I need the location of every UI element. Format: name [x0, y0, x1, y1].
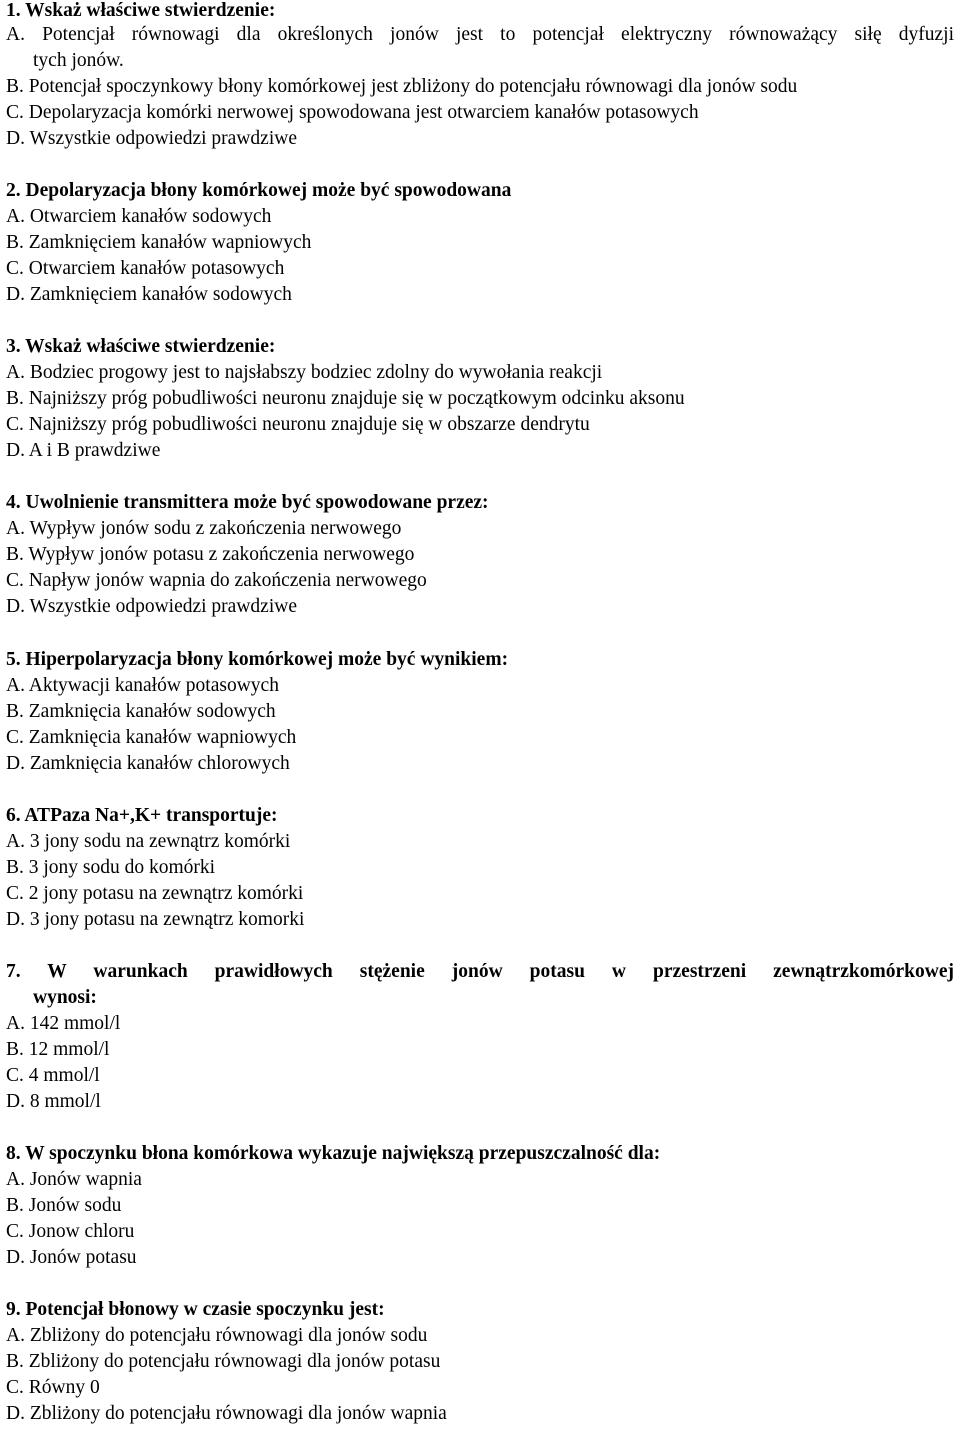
- question-2-option-d: D. Zamknięciem kanałów sodowych: [6, 284, 292, 305]
- question-9-title: 9. Potencjał błonowy w czasie spoczynku jest:: [6, 1299, 385, 1320]
- question-8-title: 8. W spoczynku błona komórkowa wykazuje największą przepuszczalność dla:: [6, 1143, 661, 1164]
- question-4-option-c: C. Napływ jonów wapnia do zakończenia nerwowego: [6, 570, 427, 591]
- question-5-title: 5. Hiperpolaryzacja błony komórkowej może być wynikiem:: [6, 649, 509, 670]
- question-2-title: 2. Depolaryzacja błony komórkowej może być spowodowana: [6, 180, 512, 201]
- question-4-title: 4. Uwolnienie transmittera może być spowodowane przez:: [6, 492, 489, 513]
- question-3-option-a: A. Bodziec progowy jest to najsłabszy bodziec zdolny do wywołania reakcji: [6, 362, 603, 383]
- question-3-title: 3. Wskaż właściwe stwierdzenie:: [6, 336, 276, 357]
- question-2-option-a: A. Otwarciem kanałów sodowych: [6, 206, 272, 227]
- question-6-option-a: A. 3 jony sodu na zewnątrz komórki: [6, 831, 291, 852]
- question-9-option-a: A. Zbliżony do potencjału równowagi dla jonów sodu: [6, 1325, 428, 1346]
- question-4-option-b: B. Wypływ jonów potasu z zakończenia nerwowego: [6, 544, 415, 565]
- question-7-title-cont: wynosi:: [33, 987, 97, 1008]
- question-1-option-d: D. Wszystkie odpowiedzi prawdziwe: [6, 128, 297, 149]
- question-8-option-c: C. Jonow chloru: [6, 1221, 135, 1242]
- question-9-option-c: C. Równy 0: [6, 1377, 100, 1398]
- question-6-option-b: B. 3 jony sodu do komórki: [6, 857, 216, 878]
- question-7-option-b: B. 12 mmol/l: [6, 1039, 110, 1060]
- question-4-option-a: A. Wypływ jonów sodu z zakończenia nerwowego: [6, 518, 402, 539]
- question-3-option-b: B. Najniższy próg pobudliwości neuronu znajduje się w początkowym odcinku aksonu: [6, 388, 685, 409]
- question-1-option-a: A. Potencjał równowagi dla określonych jonów jest to potencjał elektryczny równoważący siłę dyfuzji: [6, 24, 954, 45]
- question-8-option-a: A. Jonów wapnia: [6, 1169, 142, 1190]
- question-1-title: 1. Wskaż właściwe stwierdzenie:: [6, 0, 276, 21]
- question-6-option-d: D. 3 jony potasu na zewnątrz komorki: [6, 909, 305, 930]
- question-5-option-a: A. Aktywacji kanałów potasowych: [6, 675, 279, 696]
- question-7-option-c: C. 4 mmol/l: [6, 1065, 100, 1086]
- question-4-option-d: D. Wszystkie odpowiedzi prawdziwe: [6, 596, 297, 617]
- question-1-option-b: B. Potencjał spoczynkowy błony komórkowej jest zbliżony do potencjału równowagi dla jonów sodu: [6, 76, 798, 97]
- question-2-option-c: C. Otwarciem kanałów potasowych: [6, 258, 285, 279]
- question-9-option-d: D. Zbliżony do potencjału równowagi dla jonów wapnia: [6, 1403, 447, 1424]
- question-1-option-a-cont: tych jonów.: [33, 50, 124, 71]
- question-1-option-c: C. Depolaryzacja komórki nerwowej spowodowana jest otwarciem kanałów potasowych: [6, 102, 699, 123]
- question-2-option-b: B. Zamknięciem kanałów wapniowych: [6, 232, 312, 253]
- question-7-option-d: D. 8 mmol/l: [6, 1091, 101, 1112]
- question-5-option-c: C. Zamknięcia kanałów wapniowych: [6, 727, 297, 748]
- question-7-title: 7. W warunkach prawidłowych stężenie jonów potasu w przestrzeni zewnątrzkomórkowej: [6, 961, 954, 982]
- question-6-title: 6. ATPaza Na+,K+ transportuje:: [6, 805, 278, 826]
- question-6-option-c: C. 2 jony potasu na zewnątrz komórki: [6, 883, 304, 904]
- question-5-option-b: B. Zamknięcia kanałów sodowych: [6, 701, 276, 722]
- question-8-option-d: D. Jonów potasu: [6, 1247, 137, 1268]
- question-7-option-a: A. 142 mmol/l: [6, 1013, 121, 1034]
- question-5-option-d: D. Zamknięcia kanałów chlorowych: [6, 753, 290, 774]
- question-9-option-b: B. Zbliżony do potencjału równowagi dla jonów potasu: [6, 1351, 441, 1372]
- question-3-option-d: D. A i B prawdziwe: [6, 440, 161, 461]
- question-8-option-b: B. Jonów sodu: [6, 1195, 122, 1216]
- question-3-option-c: C. Najniższy próg pobudliwości neuronu znajduje się w obszarze dendrytu: [6, 414, 590, 435]
